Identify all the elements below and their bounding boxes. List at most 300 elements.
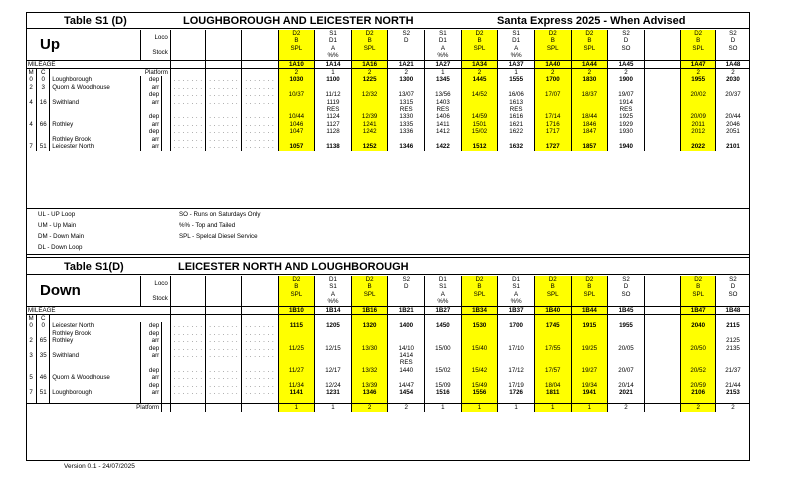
gap	[162, 389, 171, 396]
down-header-loco2	[644, 283, 681, 290]
station-chains	[37, 330, 50, 337]
timing-cell	[461, 337, 498, 344]
timing-cell: 15/09	[425, 382, 462, 389]
station-miles	[26, 397, 37, 404]
timing-cell	[681, 397, 715, 404]
timing-cell: 1057	[278, 143, 315, 150]
station-name: Rothley Brook	[50, 136, 141, 143]
station-chains	[37, 345, 50, 352]
down-header-loco: D2	[351, 276, 388, 283]
up-mileage-label: MILEAGE	[26, 60, 170, 68]
up-header-loco2	[170, 37, 206, 44]
station-name	[50, 359, 140, 366]
version-label: Version 0.1 - 24/07/2025	[64, 463, 135, 470]
up-header-stock	[644, 45, 681, 52]
down-platform-number: 1	[571, 404, 608, 412]
timing-cell	[351, 337, 388, 344]
timing-cell	[388, 374, 425, 381]
station-miles	[26, 330, 37, 337]
timing-cell: 12/15	[315, 345, 352, 352]
up-platform-number: 2	[608, 69, 645, 77]
timing-cell: . . . . . . .	[170, 382, 206, 389]
timing-cell: 2153	[726, 389, 740, 397]
timing-cell: 1403	[425, 99, 462, 106]
down-header-loco: D1	[315, 276, 352, 283]
timing-cell: 1205	[315, 322, 352, 329]
station-chains	[37, 128, 50, 135]
timing-cell	[571, 84, 608, 91]
timing-cell: . . . . . . .	[206, 84, 242, 91]
timing-cell: 1454	[388, 389, 425, 396]
up-platform-number: 2	[681, 69, 715, 77]
up-headcode: 1A45	[608, 60, 645, 68]
timing-cell	[644, 121, 681, 128]
up-header-loco2: B	[534, 37, 571, 44]
timing-cell: . . . . . . .	[241, 382, 278, 389]
timing-cell	[461, 106, 498, 113]
timing-cell	[681, 84, 715, 91]
gap	[162, 136, 171, 143]
up-header-loco: D2	[461, 30, 498, 37]
station-name: Swithland	[50, 99, 141, 106]
down-header-loco: S2	[388, 276, 425, 283]
timing-cell	[315, 330, 352, 337]
station-arr-dep: arr	[140, 99, 162, 106]
down-header-stock2	[715, 298, 750, 306]
timing-cell	[498, 352, 535, 359]
timing-cell	[425, 397, 462, 404]
timing-cell: 1335	[388, 121, 425, 128]
timing-cell	[644, 76, 681, 83]
down-header-stock	[644, 291, 681, 298]
up-header-stock2	[461, 52, 498, 60]
timing-cell: . . . . . . .	[206, 352, 242, 359]
timing-cell	[571, 106, 608, 113]
up-headcode	[170, 60, 206, 68]
blank	[170, 315, 206, 323]
timing-cell	[534, 374, 571, 381]
timing-cell: . . . . . . .	[170, 84, 206, 91]
gap	[162, 330, 171, 337]
timing-cell	[278, 330, 315, 337]
station-chains: 46	[37, 374, 50, 381]
timing-cell: 11/25	[278, 345, 315, 352]
timing-cell: . . . . . . .	[206, 128, 242, 135]
down-headcode	[644, 306, 681, 314]
up-direction-label: Up	[26, 30, 140, 60]
timing-cell	[498, 359, 535, 366]
timing-cell	[534, 337, 571, 344]
up-platform-number	[644, 69, 681, 77]
station-name: Rothley	[50, 121, 141, 128]
timing-cell: . . . . . . .	[170, 136, 206, 143]
down-header-stock2	[170, 298, 206, 306]
timing-cell	[571, 99, 608, 106]
timing-cell: . . . . . . .	[241, 367, 278, 374]
timing-cell: . . . . . . .	[241, 389, 278, 396]
timing-cell: . . . . . . .	[241, 99, 278, 106]
down-platform-number: 2	[681, 404, 715, 412]
station-miles	[26, 91, 37, 98]
timing-cell: 1512	[461, 143, 498, 150]
timing-cell	[608, 374, 645, 381]
timing-cell	[170, 359, 206, 366]
down-header-stock2: %%	[315, 298, 352, 306]
timing-cell	[644, 382, 681, 389]
timing-cell: 15/42	[461, 367, 498, 374]
station-name	[50, 367, 140, 374]
down-header-stock2	[241, 298, 278, 306]
timing-cell	[461, 99, 498, 106]
timing-cell: 1716	[534, 121, 571, 128]
timing-cell	[278, 337, 315, 344]
timing-cell	[388, 337, 425, 344]
timing-cell: . . . . . . .	[241, 91, 278, 98]
timing-cell: . . . . . . .	[170, 389, 206, 396]
timing-cell: 15/00	[425, 345, 462, 352]
timing-cell	[644, 322, 681, 329]
station-arr-dep	[140, 397, 162, 404]
down-header-stock: SPL	[351, 291, 388, 298]
timing-cell: 17/10	[498, 345, 535, 352]
station-arr-dep: arr	[140, 136, 162, 143]
timing-cell	[278, 136, 315, 143]
up-header-stock: SPL	[534, 45, 571, 52]
timing-cell	[644, 330, 681, 337]
timing-cell	[498, 136, 535, 143]
up-header-loco: D2	[351, 30, 388, 37]
timing-cell: . . . . . . .	[241, 337, 278, 344]
timing-cell: 11/12	[315, 91, 352, 98]
up-header-stock: SO	[728, 44, 738, 52]
station-chains: 51	[37, 389, 50, 396]
timing-cell: 1141	[278, 389, 315, 396]
timing-cell: 1555	[498, 76, 535, 83]
timing-cell	[608, 136, 645, 143]
down-headcode: 1B34	[461, 306, 498, 314]
timing-cell	[644, 143, 681, 150]
timing-cell: 1929	[608, 121, 645, 128]
station-name: Rothley	[50, 337, 140, 344]
down-header-loco2: B	[351, 283, 388, 290]
down-header-stock: SPL	[571, 291, 608, 298]
timing-cell: 1345	[425, 76, 462, 83]
up-headcode	[644, 60, 681, 68]
gap	[162, 382, 171, 389]
up-stock-label: Stock	[140, 45, 170, 60]
down-timetable	[26, 276, 750, 412]
up-header-loco2: D1	[315, 37, 352, 44]
down-header-loco2: S1	[315, 283, 352, 290]
down-direction-label: Down	[26, 276, 140, 306]
timing-cell: . . . . . . .	[241, 128, 278, 135]
station-arr-dep: dep	[140, 330, 162, 337]
timing-cell: 1900	[608, 76, 645, 83]
timing-cell	[715, 374, 750, 381]
gap	[162, 84, 171, 91]
timing-cell	[388, 397, 425, 404]
timing-cell	[351, 359, 388, 366]
legend-code-item: SO - Runs on Saturdays Only	[179, 211, 261, 218]
timing-cell: 1632	[498, 143, 535, 150]
up-header-loco: S1	[315, 30, 352, 37]
station-chains	[37, 382, 50, 389]
down-c-label: C	[37, 315, 50, 323]
timing-cell: 1330	[388, 113, 425, 120]
station-miles: 2	[26, 84, 37, 91]
timing-cell: . . . . . . .	[241, 345, 278, 352]
station-miles: 4	[26, 121, 37, 128]
timing-cell: 1941	[571, 389, 608, 396]
station-arr-dep: dep	[140, 322, 162, 329]
up-header-stock: A	[315, 45, 352, 52]
station-arr-dep: arr	[140, 84, 162, 91]
timing-cell	[315, 337, 352, 344]
up-platform-number	[241, 69, 278, 77]
timing-cell	[608, 337, 645, 344]
timing-cell: 1830	[571, 76, 608, 83]
station-miles: 7	[26, 389, 37, 396]
blank	[461, 315, 498, 323]
timing-cell: 10/44	[278, 113, 315, 120]
up-header-stock2	[241, 52, 278, 60]
timing-cell: . . . . . . .	[206, 322, 242, 329]
timing-cell: 19/25	[571, 345, 608, 352]
down-header-loco: D2	[681, 276, 715, 283]
up-title-row	[26, 13, 750, 29]
timing-cell: 12/17	[315, 367, 352, 374]
timing-cell: 1445	[461, 76, 498, 83]
timing-cell: . . . . . . .	[170, 76, 206, 83]
down-header-stock2	[388, 298, 425, 306]
timing-cell: 2051	[726, 128, 740, 136]
station-arr-dep: arr	[140, 337, 162, 344]
down-platform-number: 1	[534, 404, 571, 412]
gap	[162, 397, 171, 404]
timing-cell: . . . . . . .	[206, 136, 242, 143]
down-header-loco2: B	[681, 283, 715, 290]
gap	[162, 128, 171, 135]
timing-cell: 1046	[278, 121, 315, 128]
timing-cell: 17/12	[498, 367, 535, 374]
timing-cell: 1930	[608, 128, 645, 135]
up-header-loco	[241, 30, 278, 37]
timing-cell: 2012	[681, 128, 715, 135]
station-arr-dep: dep	[140, 382, 162, 389]
up-headcode: 1A48	[715, 60, 750, 68]
timing-cell: 1516	[425, 389, 462, 396]
down-header-stock2	[571, 298, 608, 306]
up-platform-number	[170, 69, 206, 77]
timing-cell: . . . . . . .	[170, 345, 206, 352]
timing-cell	[571, 330, 608, 337]
timing-cell: . . . . . . .	[206, 389, 242, 396]
timing-cell: 21/44	[725, 381, 741, 389]
down-headcode: 1B27	[425, 306, 462, 314]
down-header-loco: D1	[498, 276, 535, 283]
down-header-stock2	[351, 298, 388, 306]
timing-cell	[644, 345, 681, 352]
timing-cell: 1320	[351, 322, 388, 329]
timing-cell	[241, 397, 278, 404]
down-platform-number: 1	[498, 404, 535, 412]
timing-cell: 17/14	[534, 113, 571, 120]
up-header-loco: D2	[534, 30, 571, 37]
up-header-loco: D2	[681, 30, 715, 37]
up-platform-label: Platform	[50, 69, 171, 77]
down-header-loco2: B	[571, 283, 608, 290]
timing-cell: 20/59	[681, 382, 715, 389]
timing-cell: 15/49	[461, 382, 498, 389]
timing-cell: . . . . . . .	[206, 337, 242, 344]
down-header-loco2	[206, 283, 242, 290]
station-miles	[26, 106, 37, 113]
timing-cell	[241, 106, 278, 113]
up-platform-number: 1	[315, 69, 352, 77]
down-header-loco	[170, 276, 206, 283]
timing-cell	[498, 337, 535, 344]
down-platform-number: 2	[715, 404, 750, 412]
timing-cell	[534, 106, 571, 113]
timing-cell	[571, 397, 608, 404]
station-name: Quorn & Woodhouse	[50, 374, 140, 381]
legend	[26, 208, 750, 255]
timing-cell	[715, 330, 750, 337]
timing-cell	[681, 352, 715, 359]
timing-cell	[461, 397, 498, 404]
up-header-stock2	[170, 52, 206, 60]
timing-cell: 1406	[425, 113, 462, 120]
station-miles: 0	[26, 322, 37, 329]
down-header-loco2: S1	[498, 283, 535, 290]
timing-cell	[534, 99, 571, 106]
timing-cell	[425, 352, 462, 359]
timing-cell: 1412	[425, 128, 462, 135]
gap	[162, 99, 171, 106]
down-platform-number	[206, 404, 242, 412]
timing-cell: 2011	[681, 121, 715, 128]
down-header-stock2: %%	[498, 298, 535, 306]
timing-cell: 1100	[315, 76, 352, 83]
gap	[162, 113, 171, 120]
timing-cell: 1252	[351, 143, 388, 150]
timing-cell: 17/57	[534, 367, 571, 374]
station-miles: 5	[26, 374, 37, 381]
timing-cell: 1700	[498, 322, 535, 329]
timing-cell	[534, 84, 571, 91]
station-chains: 3	[37, 84, 50, 91]
up-header-loco2: D1	[425, 37, 462, 44]
up-header-loco2: D	[608, 37, 645, 44]
down-title-row	[26, 257, 750, 275]
timing-cell	[644, 113, 681, 120]
timing-cell	[425, 337, 462, 344]
station-chains	[37, 136, 50, 143]
up-header-stock: SPL	[351, 45, 388, 52]
blank	[681, 315, 715, 323]
timing-cell: 17/55	[534, 345, 571, 352]
down-headcode	[206, 306, 242, 314]
down-platform-number	[644, 404, 681, 412]
station-miles	[26, 345, 37, 352]
timing-cell	[425, 84, 462, 91]
blank	[644, 315, 681, 323]
down-header-loco2: D	[730, 283, 736, 291]
timing-cell: . . . . . . .	[206, 121, 242, 128]
station-miles: 2	[26, 337, 37, 344]
station-chains	[37, 367, 50, 374]
up-headcode: 1A34	[461, 60, 498, 68]
down-platform-number: 1	[461, 404, 498, 412]
timing-cell	[534, 397, 571, 404]
up-platform-number: 1	[498, 69, 535, 77]
down-header-stock2	[206, 298, 242, 306]
up-headcode: 1A21	[388, 60, 425, 68]
timing-cell	[425, 374, 462, 381]
timing-cell: 1411	[425, 121, 462, 128]
up-header-loco2	[644, 37, 681, 44]
timing-cell	[681, 330, 715, 337]
down-header-loco: D1	[425, 276, 462, 283]
up-route-title: LOUGHBOROUGH AND LEICESTER NORTH	[183, 15, 414, 27]
timing-cell: 2115	[726, 322, 740, 330]
blank	[425, 315, 462, 323]
timing-cell	[715, 359, 750, 366]
up-header-stock2	[571, 52, 608, 60]
timing-cell: 2125	[726, 337, 740, 345]
timing-cell: . . . . . . .	[241, 322, 278, 329]
up-header-stock2	[534, 52, 571, 60]
timing-cell	[351, 84, 388, 91]
station-name	[50, 113, 141, 120]
down-header-stock	[206, 291, 242, 298]
station-name	[50, 128, 141, 135]
timing-cell	[351, 99, 388, 106]
timing-cell	[388, 136, 425, 143]
station-name	[50, 91, 141, 98]
down-platform-number: 2	[351, 404, 388, 412]
down-header-stock2	[534, 298, 571, 306]
timing-cell	[644, 106, 681, 113]
down-table-id: Table S1(D)	[64, 261, 124, 273]
down-header-stock2: %%	[425, 298, 462, 306]
down-headcode: 1B40	[534, 306, 571, 314]
timing-cell: . . . . . . .	[206, 330, 242, 337]
up-header-loco: S1	[498, 30, 535, 37]
blank	[608, 315, 645, 323]
down-header-stock: SPL	[461, 291, 498, 298]
timing-cell: . . . . . . .	[170, 337, 206, 344]
timing-cell: 2022	[681, 143, 715, 150]
timing-cell: 20/37	[725, 91, 741, 99]
up-header-loco2: D1	[498, 37, 535, 44]
gap	[162, 337, 171, 344]
timing-cell	[425, 359, 462, 366]
timing-cell	[461, 374, 498, 381]
up-headcode	[206, 60, 242, 68]
timing-cell: . . . . . . .	[170, 367, 206, 374]
timing-cell	[351, 397, 388, 404]
timing-cell	[534, 359, 571, 366]
station-chains: 65	[37, 337, 50, 344]
down-header-loco2	[241, 283, 278, 290]
up-header-stock: SPL	[461, 45, 498, 52]
down-header-stock: SO	[608, 291, 645, 298]
station-name: Rothley Brook	[50, 330, 140, 337]
up-headcode: 1A40	[534, 60, 571, 68]
timing-cell	[315, 374, 352, 381]
timing-cell	[608, 330, 645, 337]
